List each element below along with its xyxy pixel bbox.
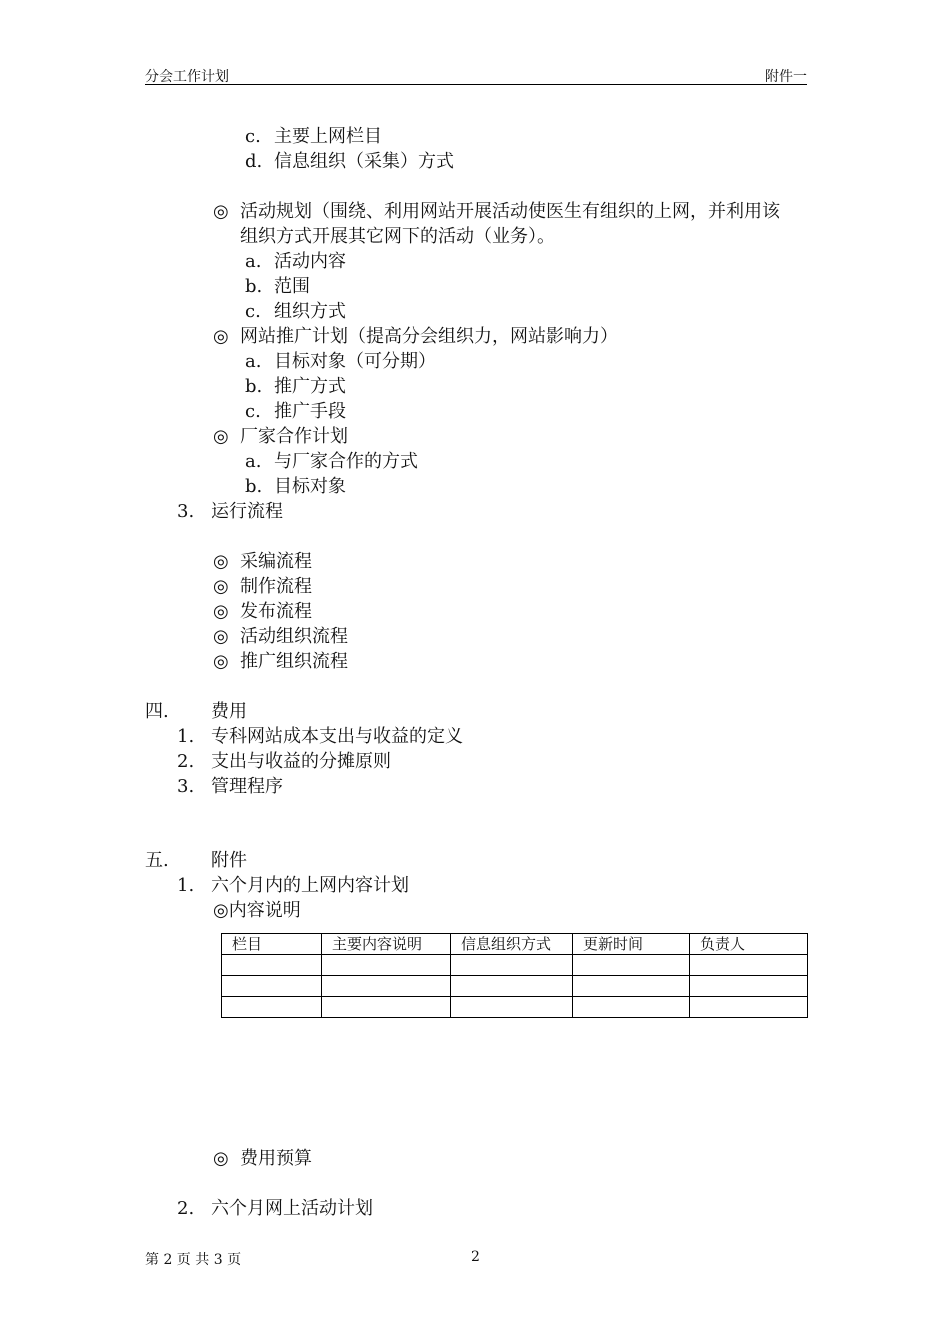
section-heading: 四. 费用 <box>145 701 247 722</box>
section-item: 3. 运行流程 <box>177 501 283 522</box>
table-header-cell: 信息组织方式 <box>451 934 573 955</box>
table-header-cell: 更新时间 <box>573 934 690 955</box>
table-cell <box>573 976 690 997</box>
list-item-continuation: 组织方式开展其它网下的活动（业务）。 <box>240 226 555 247</box>
table-cell <box>451 955 573 976</box>
list-item: a. 与厂家合作的方式 <box>245 451 418 472</box>
list-item: ◎ 费用预算 <box>213 1148 312 1169</box>
table-cell <box>451 976 573 997</box>
list-item: c. 推广手段 <box>245 401 346 422</box>
table-cell <box>573 955 690 976</box>
footer-page-number: 2 <box>471 1249 480 1265</box>
table-cell <box>222 955 322 976</box>
list-item: c. 主要上网栏目 <box>245 126 382 147</box>
table-cell <box>322 997 451 1018</box>
list-item: ◎ 推广组织流程 <box>213 651 348 672</box>
list-item: ◎ 厂家合作计划 <box>213 426 348 447</box>
table-cell <box>451 997 573 1018</box>
list-item: ◎ 采编流程 <box>213 551 312 572</box>
section-heading: 五. 附件 <box>145 850 247 871</box>
table-header-cell: 栏目 <box>222 934 322 955</box>
list-item: ◎ 制作流程 <box>213 576 312 597</box>
list-item: ◎ 活动规划（围绕、利用网站开展活动使医生有组织的上网，并利用该 <box>213 201 780 222</box>
table-cell <box>690 955 808 976</box>
list-item: ◎ 网站推广计划（提高分会组织力，网站影响力） <box>213 326 618 347</box>
list-item: d. 信息组织（采集）方式 <box>245 151 454 172</box>
table-header-cell: 负责人 <box>690 934 808 955</box>
section-item: 1. 专科网站成本支出与收益的定义 <box>177 726 463 747</box>
list-item: c. 组织方式 <box>245 301 346 322</box>
header-rule <box>145 84 807 85</box>
table-row <box>222 955 808 976</box>
section-item: 2. 六个月网上活动计划 <box>177 1198 373 1219</box>
header-left: 分会工作计划 <box>145 69 229 85</box>
list-item: b. 目标对象 <box>245 476 346 497</box>
list-item: ◎内容说明 <box>213 900 301 921</box>
content-plan-table <box>221 933 808 1018</box>
header-right: 附件一 <box>765 69 807 85</box>
section-item: 3. 管理程序 <box>177 776 283 797</box>
table-cell <box>690 997 808 1018</box>
list-item: b. 范围 <box>245 276 310 297</box>
table-cell <box>322 955 451 976</box>
table-cell <box>322 976 451 997</box>
table-cell <box>690 976 808 997</box>
list-item: a. 活动内容 <box>245 251 346 272</box>
list-item: a. 目标对象（可分期） <box>245 351 436 372</box>
table-cell <box>573 997 690 1018</box>
list-item: ◎ 发布流程 <box>213 601 312 622</box>
section-item: 1. 六个月内的上网内容计划 <box>177 875 409 896</box>
table-row <box>222 976 808 997</box>
table-header-row <box>222 934 808 955</box>
table-row <box>222 997 808 1018</box>
table-cell <box>222 976 322 997</box>
list-item: b. 推广方式 <box>245 376 346 397</box>
table-cell <box>222 997 322 1018</box>
list-item: ◎ 活动组织流程 <box>213 626 348 647</box>
section-item: 2. 支出与收益的分摊原则 <box>177 751 391 772</box>
footer-page-info: 第 2 页 共 3 页 <box>145 1252 242 1268</box>
table-header-cell: 主要内容说明 <box>322 934 451 955</box>
